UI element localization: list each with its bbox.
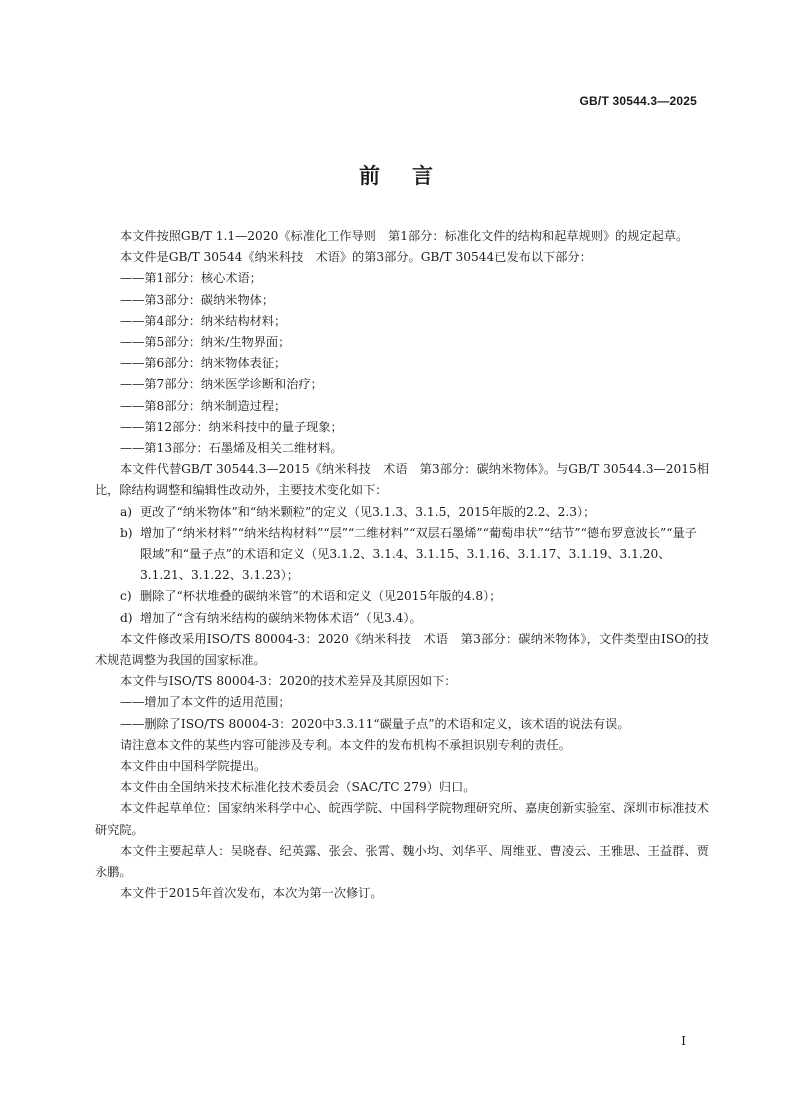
paragraph: 本文件起草单位：国家纳米科学中心、皖西学院、中国科学院物理研究所、嘉庚创新实验室、深圳市标准技术研究院。 xyxy=(95,801,709,837)
change-item xyxy=(95,523,709,587)
list-item: ——第6部分：纳米物体表征； xyxy=(120,356,287,371)
item-label: b) xyxy=(120,525,133,540)
list-item: ——第1部分：核心术语； xyxy=(120,271,262,286)
list-item: ——第3部分：碳纳米物体； xyxy=(120,292,275,307)
change-item xyxy=(95,502,709,523)
paragraph: 本文件代替GB/T 30544.3—2015《纳米科技 术语 第3部分：碳纳米物体》。与GB/T 30544.3—2015相比，除结构调整和编辑性改动外，主要技术变化如下： xyxy=(95,462,709,498)
item-text: 更改了“纳米物体”和“纳米颗粒”的定义（见3.1.3、3.1.5，2015年版的2.2、2.3）； xyxy=(140,504,596,519)
page-title: 前言 xyxy=(359,164,465,188)
list-item: ——第7部分：纳米医学诊断和治疗； xyxy=(120,377,323,392)
paragraph: 本文件由全国纳米技术标准化技术委员会（SAC/TC 279）归口。 xyxy=(120,780,476,795)
change-item xyxy=(95,608,709,629)
foreword-body xyxy=(95,226,709,905)
standard-code: GB/T 30544.3—2025 xyxy=(579,94,697,108)
list-item: ——增加了本文件的适用范围； xyxy=(120,695,291,710)
item-label: a) xyxy=(120,504,133,519)
paragraph: 本文件由中国科学院提出。 xyxy=(120,759,267,774)
paragraph: 本文件于2015年首次发布，本次为第一次修订。 xyxy=(120,886,383,901)
paragraph: 本文件按照GB/T 1.1—2020《标准化工作导则 第1部分：标准化文件的结构和起草规则》的规定起草。 xyxy=(120,229,689,243)
list-item: ——第13部分：石墨烯及相关二维材料。 xyxy=(120,441,343,456)
paragraph: 本文件是GB/T 30544《纳米科技 术语》的第3部分。GB/T 30544已发布以下部分： xyxy=(120,250,592,265)
paragraph: 本文件主要起草人：吴晓春、纪英露、张会、张霄、魏小均、刘华平、周维亚、曹凌云、王雅思、王益群、贾永鹏。 xyxy=(95,843,709,880)
change-item xyxy=(95,586,709,607)
list-item: ——第8部分：纳米制造过程； xyxy=(120,398,287,413)
item-label: d) xyxy=(120,610,133,625)
paragraph: 请注意本文件的某些内容可能涉及专利。本文件的发布机构不承担识别专利的责任。 xyxy=(120,737,571,752)
item-label: c) xyxy=(120,589,132,604)
item-text: 增加了“纳米材料”“纳米结构材料”“层”“二维材料”“双层石墨烯”“葡萄串状”“结节”“德布罗意波长”“量子限域”和“量子点”的术语和定义（见3.1.2、3.1.4、3.1.15、3.1.16、3.1.17、3.1.19、3.1.20、3.1.21、3.1.22、3.1.23）； xyxy=(140,525,697,583)
list-item: ——第4部分：纳米结构材料； xyxy=(120,313,287,328)
page-number: I xyxy=(681,1034,686,1048)
item-text: 增加了“含有纳米结构的碳纳米物体术语”（见3.4）。 xyxy=(140,610,422,625)
list-item: ——第5部分：纳米/生物界面； xyxy=(120,335,291,350)
list-item: ——删除了ISO/TS 80004-3：2020中3.3.11“碳量子点”的术语和定义，该术语的说法有误。 xyxy=(120,716,630,731)
list-item: ——第12部分：纳米科技中的量子现象； xyxy=(120,419,343,434)
item-text: 删除了“杯状堆叠的碳纳米管”的术语和定义（见2015年版的4.8）； xyxy=(140,589,502,604)
paragraph: 本文件与ISO/TS 80004-3：2020的技术差异及其原因如下： xyxy=(120,674,457,689)
paragraph: 本文件修改采用ISO/TS 80004-3：2020《纳米科技 术语 第3部分：碳纳米物体》，文件类型由ISO的技术规范调整为我国的国家标准。 xyxy=(95,631,709,668)
